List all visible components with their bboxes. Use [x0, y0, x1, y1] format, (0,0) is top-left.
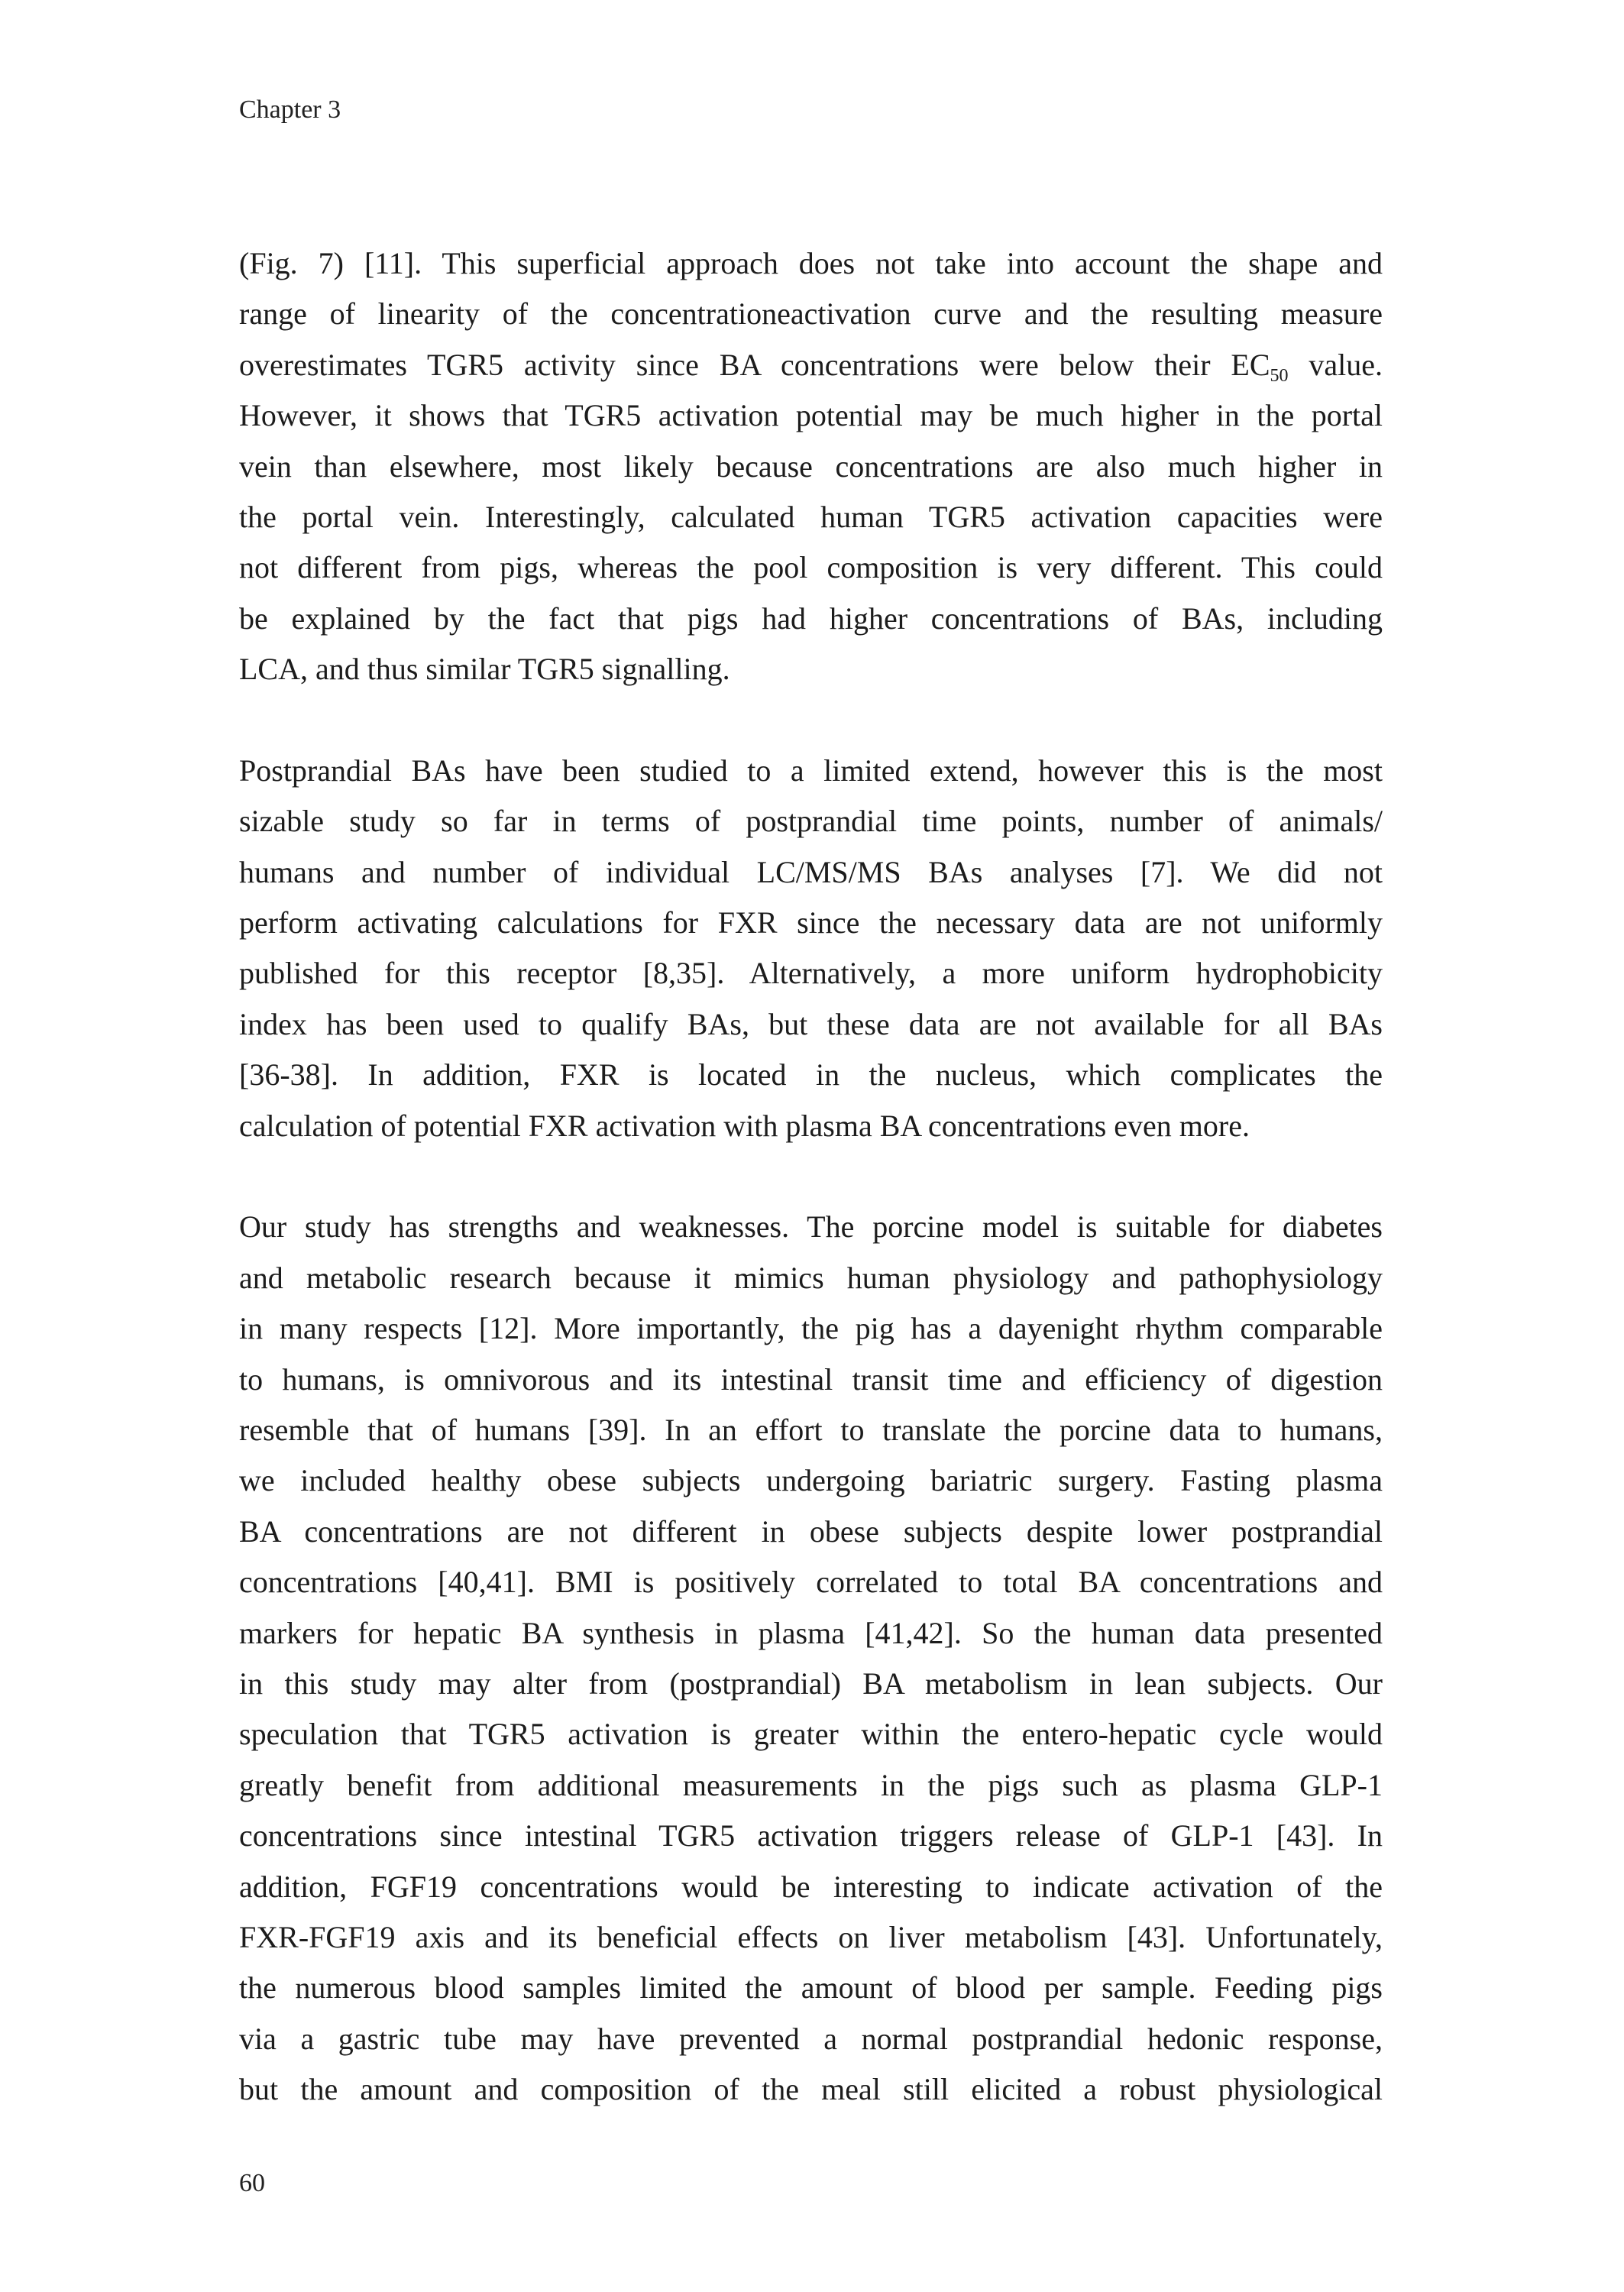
text-line: but the amount and composition of the meal still elicited a robust physiological: [239, 2072, 1383, 2107]
text-line: sizable study so far in terms of postprandial time points, number of animals/: [239, 804, 1383, 839]
text-line: published for this receptor [8,35]. Alternatively, a more uniform hydrophobicity: [239, 956, 1383, 991]
text-line: markers for hepatic BA synthesis in plasma [41,42]. So the human data presented: [239, 1615, 1383, 1650]
text-line: perform activating calculations for FXR since the necessary data are not uniformly: [239, 905, 1383, 940]
text-line: [36-38]. In addition, FXR is located in the nucleus, which complicates the: [239, 1057, 1383, 1093]
text-line: BA concentrations are not different in obese subjects despite lower postprandial: [239, 1513, 1383, 1549]
text-line: in this study may alter from (postprandial) BA metabolism in lean subjects. Our: [239, 1666, 1383, 1701]
text-line: resemble that of humans [39]. In an effort to translate the porcine data to humans,: [239, 1412, 1383, 1447]
text-line: humans and number of individual LC/MS/MS BAs analyses [7]. We did not: [239, 854, 1383, 889]
text-line: vein than elsewhere, most likely because concentrations are also much higher in: [239, 448, 1383, 484]
text-line: concentrations [40,41]. BMI is positively correlated to total BA concentrations and: [239, 1565, 1383, 1600]
text-line: (Fig. 7) [11]. This superficial approach does not take into account the shape and: [239, 246, 1383, 280]
text-line: FXR-FGF19 axis and its beneficial effects on liver metabolism [43]. Unfortunately,: [239, 1919, 1383, 1954]
body-text: [239, 244, 1383, 2120]
text-run: value.: [1288, 347, 1383, 382]
text-line: and metabolic research because it mimics human physiology and pathophysiology: [239, 1260, 1383, 1295]
text-line: calculation of potential FXR activation with plasma BA concentrations even more.: [239, 1108, 1250, 1143]
text-line: speculation that TGR5 activation is greater within the entero-hepatic cycle would: [239, 1717, 1383, 1752]
text-line: the portal vein. Interestingly, calculated human TGR5 activation capacities were: [239, 499, 1383, 534]
paragraph-3: [239, 1207, 1383, 2120]
text-line: not different from pigs, whereas the pool composition is very different. This could: [239, 550, 1383, 585]
subscript: 50: [1270, 365, 1289, 386]
text-line: to humans, is omnivorous and its intestinal transit time and efficiency of digestion: [239, 1361, 1383, 1397]
text-line: concentrations since intestinal TGR5 activation triggers release of GLP-1 [43]. In: [239, 1818, 1383, 1853]
text-line: via a gastric tube may have prevented a normal postprandial hedonic response,: [239, 2021, 1383, 2056]
text-line: be explained by the fact that pigs had higher concentrations of BAs, including: [239, 601, 1383, 636]
text-line: [239, 345, 1383, 396]
text-line: Our study has strengths and weaknesses. The porcine model is suitable for diabetes: [239, 1209, 1383, 1245]
text-line: Postprandial BAs have been studied to a limited extend, however this is the most: [239, 753, 1383, 788]
text-line: the numerous blood samples limited the amount of blood per sample. Feeding pigs: [239, 1970, 1383, 2006]
text-line: However, it shows that TGR5 activation potential may be much higher in the portal: [239, 398, 1383, 433]
text-line: in many respects [12]. More importantly, the pig has a dayenight rhythm comparable: [239, 1311, 1383, 1346]
running-header: Chapter 3: [239, 96, 341, 124]
text-run: overestimates TGR5 activity since BA concentrations were below their EC: [239, 347, 1270, 382]
page-number: 60: [239, 2169, 265, 2197]
text-line: addition, FGF19 concentrations would be interesting to indicate activation of the: [239, 1869, 1383, 1904]
text-line: LCA, and thus similar TGR5 signalling.: [239, 652, 730, 687]
text-line: greatly benefit from additional measurements in the pigs such as plasma GLP-1: [239, 1767, 1383, 1802]
paragraph-1: [239, 244, 1383, 701]
text-line: we included healthy obese subjects undergoing bariatric surgery. Fasting plasma: [239, 1463, 1383, 1498]
text-line: index has been used to qualify BAs, but these data are not available for all BAs: [239, 1006, 1383, 1041]
text-line: range of linearity of the concentrationeactivation curve and the resulting measure: [239, 296, 1383, 332]
paragraph-2: [239, 751, 1383, 1157]
